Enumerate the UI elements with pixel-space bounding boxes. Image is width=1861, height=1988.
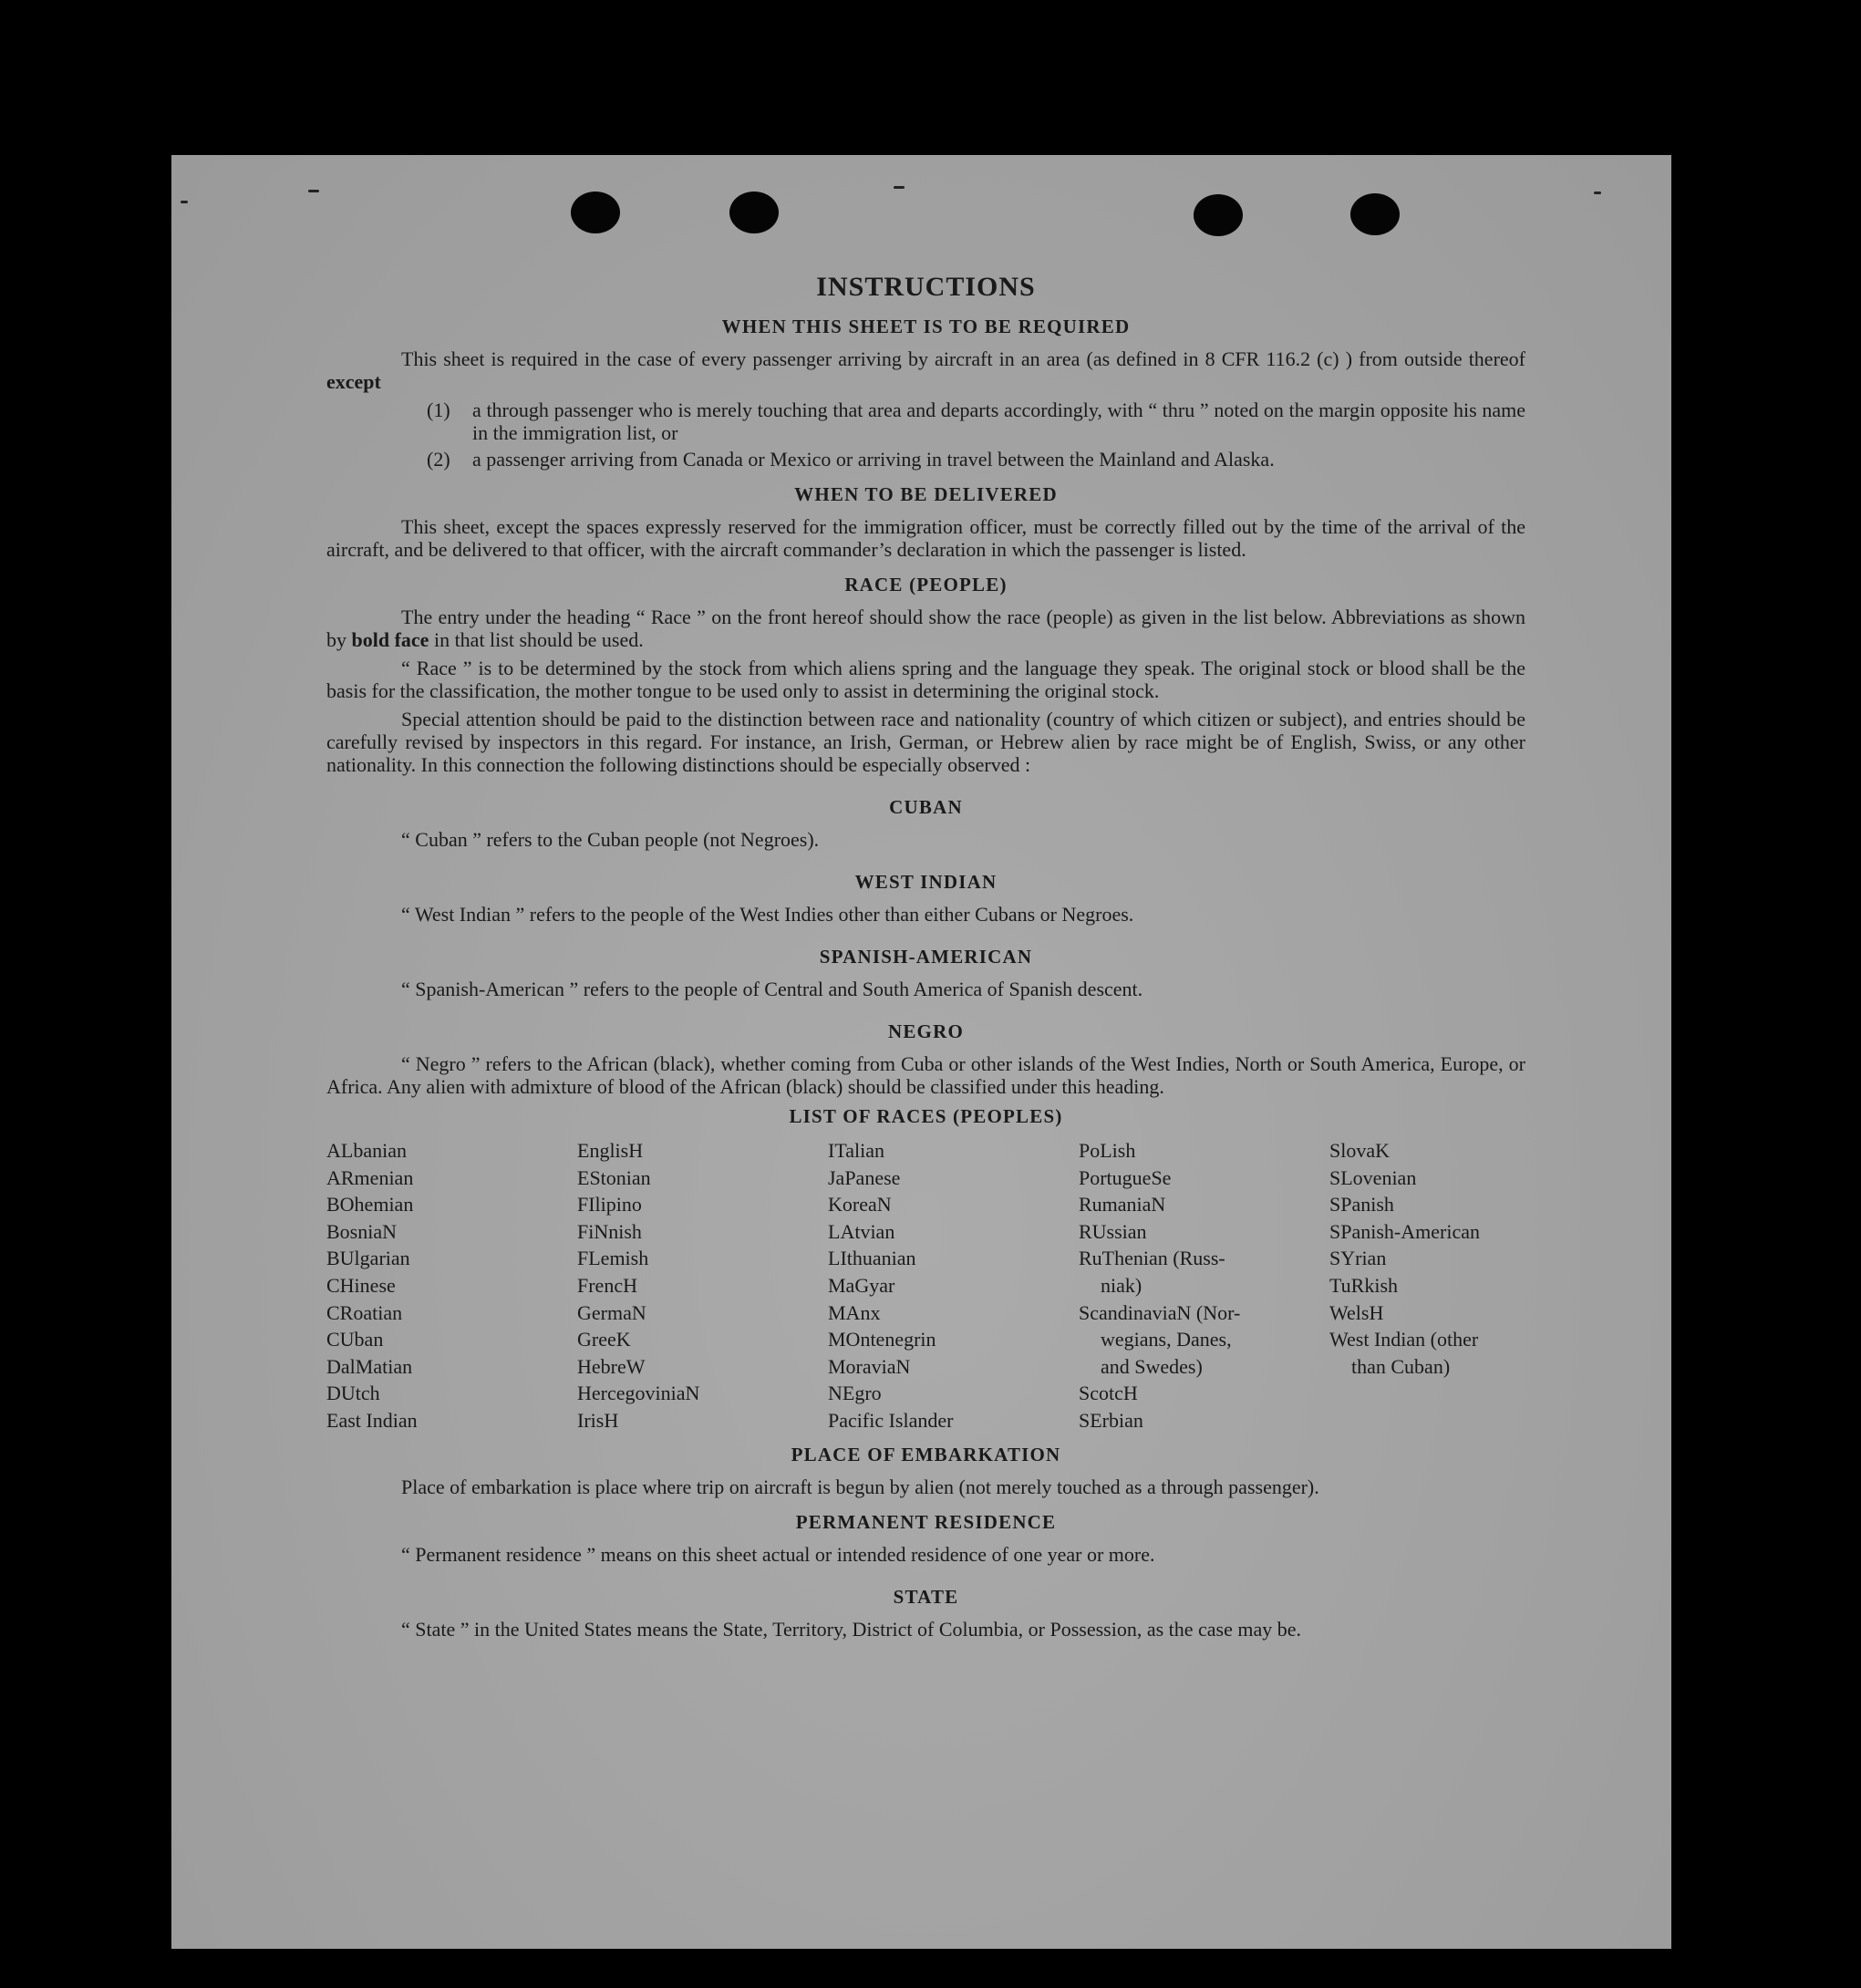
race-entry: SPanish (1329, 1193, 1394, 1217)
race-entry: CHinese (326, 1273, 396, 1297)
race-entry: FIlipino (577, 1193, 642, 1217)
race-entry: ScandinaviaN (Nor- (1079, 1300, 1241, 1324)
race-entry: DUtch (326, 1382, 380, 1405)
race-entry: MAnx (828, 1300, 881, 1324)
race-entry: ARmenian (326, 1165, 414, 1189)
race-entry: ITalian (828, 1139, 884, 1162)
required-item-1 (326, 399, 1525, 444)
races-list (326, 1137, 1525, 1434)
race-entry: DalMatian (326, 1354, 413, 1378)
race-entry: RuThenian (Russ- (1079, 1247, 1225, 1270)
races-column-5 (1329, 1137, 1525, 1434)
race-entry: SlovaK (1329, 1139, 1390, 1162)
heading-required: WHEN THIS SHEET IS TO BE REQUIRED (721, 316, 1131, 337)
delivered-text: This sheet, except the spaces expressly reserved for the immigration officer, must be correctly filled out by the time of the arrival of the aircraft, and be delivered to that officer, with the aircraft commander’s declaration in which the passenger is listed. (326, 515, 1525, 561)
race-entry: LIthuanian (828, 1247, 916, 1270)
required-intro: This sheet is required in the case of every passenger arriving by aircraft in an area (as defined in 8 CFR 116.2 (c) ) from outside thereof except (326, 347, 1525, 393)
race-entry: Pacific Islander (828, 1408, 954, 1432)
race-entry: West Indian (other (1329, 1328, 1479, 1351)
document-sheet (171, 155, 1671, 1949)
punch-hole-3 (1194, 194, 1243, 236)
race-entry: FLemish (577, 1247, 649, 1270)
state-text: “ State ” in the United States means the State, Territory, District of Columbia, or Possession, as the case may be. (401, 1617, 1302, 1641)
race-entry: SPanish-American (1329, 1219, 1480, 1243)
race-entry: JaPanese (828, 1165, 901, 1189)
race-entry: IrisH (577, 1408, 619, 1432)
heading-west-indian: WEST INDIAN (854, 871, 998, 893)
race-entry: BUlgarian (326, 1247, 410, 1270)
race-entry: GermaN (577, 1300, 646, 1324)
heading-residence: PERMANENT RESIDENCE (795, 1510, 1057, 1533)
heading-delivered: WHEN TO BE DELIVERED (794, 483, 1058, 505)
race-entry: GreeK (577, 1328, 631, 1351)
race-entry: ScotcH (1079, 1382, 1138, 1405)
heading-list-of-races: LIST OF RACES (PEOPLES) (789, 1105, 1063, 1127)
races-column-1 (326, 1137, 577, 1434)
item-number: (2) (427, 448, 450, 471)
race-entry: CRoatian (326, 1300, 403, 1324)
races-column-4 (1079, 1137, 1329, 1434)
race-entry: wegians, Danes, (1101, 1328, 1232, 1351)
heading-state: STATE (893, 1585, 959, 1608)
races-column-2 (577, 1137, 828, 1434)
race-entry: HebreW (577, 1354, 646, 1378)
heading-cuban: CUBAN (889, 796, 963, 818)
race-entry: CUban (326, 1328, 384, 1351)
page-title: INSTRUCTIONS (816, 272, 1036, 302)
race-entry: TuRkish (1329, 1273, 1399, 1297)
race-entry: and Swedes) (1101, 1354, 1203, 1378)
heading-race: RACE (PEOPLE) (844, 574, 1008, 595)
race-entry: RUssian (1079, 1219, 1147, 1243)
race-entry: FiNnish (577, 1219, 642, 1243)
residence-text: “ Permanent residence ” means on this sheet actual or intended residence of one year or more. (401, 1542, 1155, 1566)
spanish-american-text: “ Spanish-American ” refers to the people of Central and South America of Spanish descent. (401, 978, 1143, 1000)
race-entry: LAtvian (828, 1219, 895, 1243)
race-entry: SYrian (1329, 1247, 1387, 1270)
race-entry: FrencH (577, 1273, 637, 1297)
race-entry: PortugueSe (1079, 1165, 1172, 1189)
item-text: a through passenger who is merely touching that area and departs accordingly, with “ thru ” noted on the margin opposite his name in the immigration list, or (472, 399, 1525, 444)
negro-text: “ Negro ” refers to the African (black), whether coming from Cuba or other islands of the West Indies, North or South America, Europe, or Africa. Any alien with admixture of blood of the African (black) should be classified under this heading. (326, 1052, 1525, 1098)
edge-mark (308, 190, 319, 192)
edge-mark (181, 201, 188, 203)
cuban-text: “ Cuban ” refers to the Cuban people (not Negroes). (401, 828, 820, 851)
heading-spanish-american: SPANISH-AMERICAN (819, 946, 1033, 968)
race-paragraph-3: Special attention should be paid to the distinction between race and nationality (country of which citizen or subject), and entries should be carefully revised by inspectors in this regard. For instance, an Irish, German, or Hebrew alien by race might be of English, Swiss, or any other nationality. In this connection the following distinctions should be especially observed : (326, 708, 1525, 776)
heading-embarkation: PLACE OF EMBARKATION (791, 1443, 1061, 1465)
race-entry: ALbanian (326, 1139, 407, 1162)
race-entry: KoreaN (828, 1193, 892, 1217)
heading-negro: NEGRO (887, 1020, 964, 1042)
race-entry: RumaniaN (1079, 1193, 1166, 1217)
race-entry: MoraviaN (828, 1354, 911, 1378)
race-entry: HercegoviniaN (577, 1382, 700, 1405)
instructions-content (326, 272, 1525, 1646)
race-entry: PoLish (1079, 1139, 1136, 1162)
race-entry: WelsH (1329, 1300, 1384, 1324)
edge-mark (894, 186, 905, 189)
race-paragraph-2: “ Race ” is to be determined by the stock from which aliens spring and the language they speak. The original stock or blood shall be the basis for the classification, the mother tongue to be used only to assist in determining the original stock. (326, 657, 1525, 702)
race-entry: SLovenian (1329, 1165, 1417, 1189)
punch-hole-4 (1350, 193, 1400, 235)
race-entry: BOhemian (326, 1193, 414, 1217)
punch-hole-1 (571, 192, 620, 233)
race-entry: niak) (1101, 1273, 1142, 1297)
required-intro-except: except (326, 370, 381, 393)
race-paragraph-1: The entry under the heading “ Race ” on the front hereof should show the race (people) as given in the list below. Abbreviations as shown by bold face in that list should be used. (326, 606, 1525, 651)
race-entry: East Indian (326, 1408, 418, 1432)
race-entry: MOntenegrin (828, 1328, 936, 1351)
edge-mark (1594, 192, 1601, 194)
west-indian-text: “ West Indian ” refers to the people of the West Indies other than either Cubans or Negroes. (401, 903, 1134, 926)
item-text: a passenger arriving from Canada or Mexico or arriving in travel between the Mainland and Alaska. (472, 448, 1275, 471)
race-entry: EStonian (577, 1165, 651, 1189)
embarkation-text: Place of embarkation is place where trip on aircraft is begun by alien (not merely touched as a through passenger). (401, 1475, 1319, 1498)
punch-hole-2 (729, 192, 779, 233)
race-entry: MaGyar (828, 1273, 895, 1297)
race-entry: EnglisH (577, 1139, 644, 1162)
race-entry: BosniaN (326, 1219, 397, 1243)
race-entry: than Cuban) (1351, 1354, 1451, 1378)
item-number: (1) (427, 399, 450, 421)
races-column-3 (828, 1137, 1079, 1434)
bold-face-term: bold face (351, 628, 429, 651)
race-entry: SErbian (1079, 1408, 1143, 1432)
race-entry: NEgro (828, 1382, 882, 1405)
required-item-2 (326, 448, 1525, 471)
